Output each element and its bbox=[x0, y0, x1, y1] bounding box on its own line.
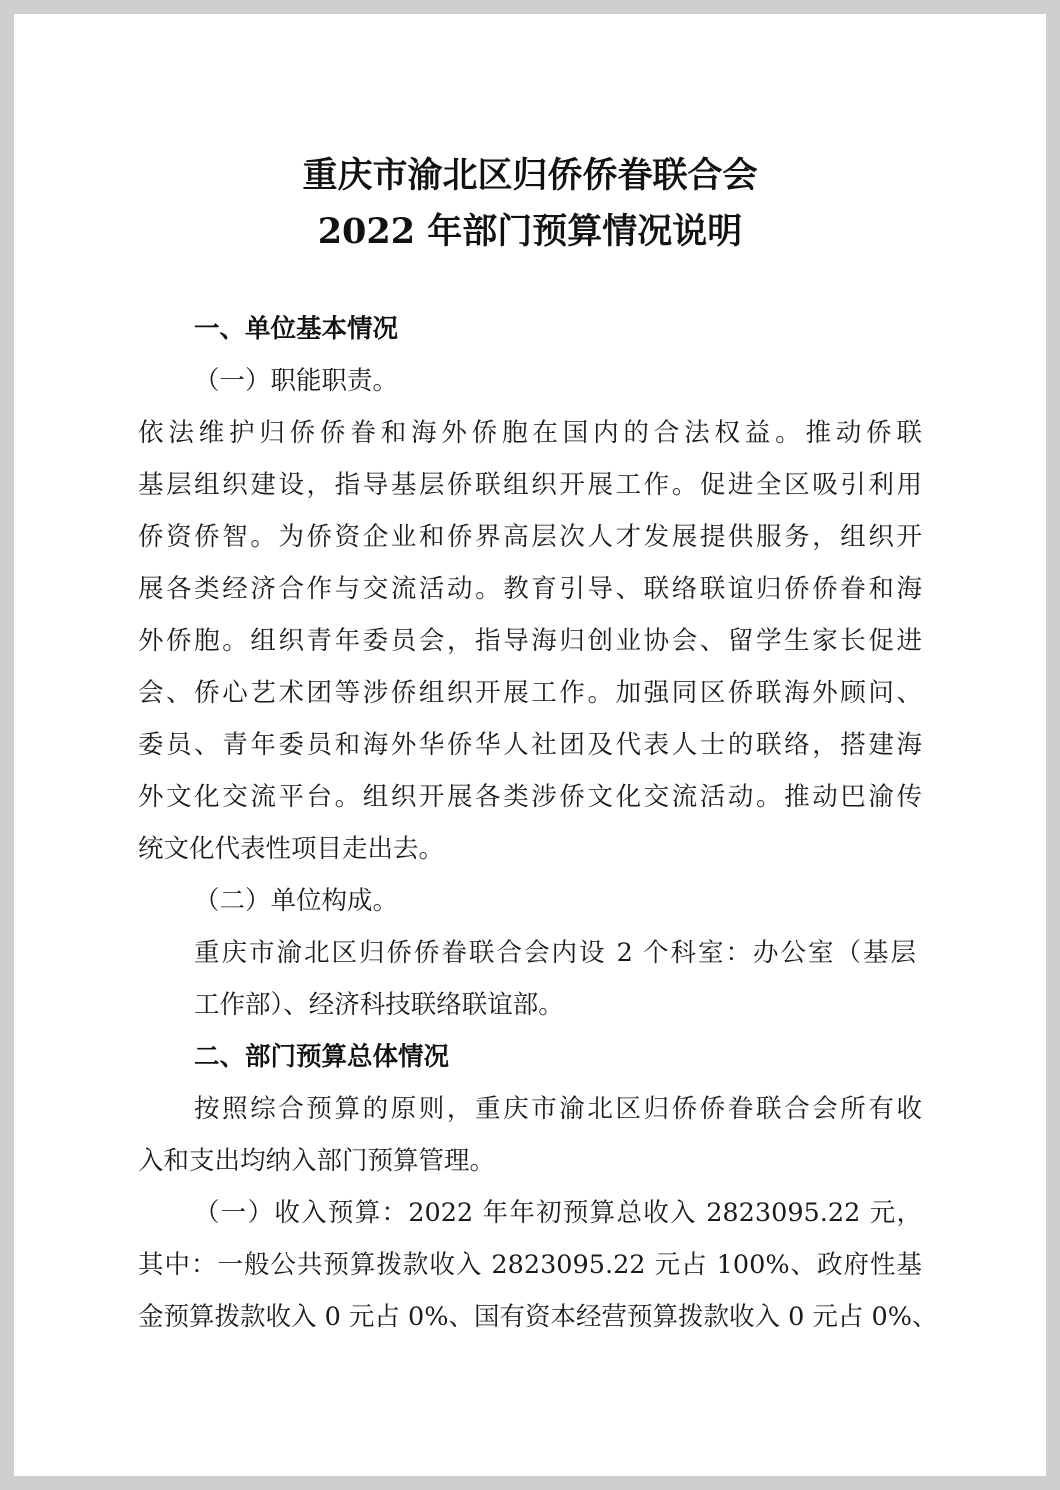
subsection-heading-duties: （一）职能职责。 bbox=[194, 366, 399, 396]
paragraph-line: 委员、青年委员和海外华侨华人社团及代表人士的联络，搭建海 bbox=[138, 730, 922, 760]
paragraph-line: 依法维护归侨侨眷和海外侨胞在国内的合法权益。推动侨联 bbox=[138, 418, 922, 448]
paragraph-line: 工作部）、经济科技联络联谊部。 bbox=[194, 990, 564, 1020]
paragraph-line: 外侨胞。组织青年委员会，指导海归创业协会、留学生家长促进 bbox=[138, 626, 922, 656]
paragraph-line: 金预算拨款收入 0 元占 0%、国有资本经营预算拨款收入 0 元占 0%、 bbox=[138, 1302, 938, 1332]
paragraph-line: 其中：一般公共预算拨款收入 2823095.22 元占 100%、政府性基 bbox=[138, 1250, 922, 1280]
subsection-heading-composition: （二）单位构成。 bbox=[194, 886, 399, 916]
paragraph-line: （一）收入预算：2022 年年初预算总收入 2823095.22 元， bbox=[194, 1198, 922, 1228]
paragraph-line: 统文化代表性项目走出去。 bbox=[138, 834, 445, 864]
paragraph-line: 重庆市渝北区归侨侨眷联合会内设 2 个科室：办公室（基层 bbox=[194, 938, 916, 968]
document-page bbox=[14, 14, 1046, 1476]
paragraph-line: 入和支出均纳入部门预算管理。 bbox=[138, 1146, 496, 1176]
document-subtitle: 2022 年部门预算情况说明 bbox=[317, 211, 743, 252]
paragraph-line: 会、侨心艺术团等涉侨组织开展工作。加强同区侨联海外顾问、 bbox=[138, 678, 922, 708]
paragraph-line: 外文化交流平台。组织开展各类涉侨文化交流活动。推动巴渝传 bbox=[138, 782, 922, 812]
paragraph-line: 按照综合预算的原则，重庆市渝北区归侨侨眷联合会所有收 bbox=[194, 1094, 922, 1124]
paragraph-line: 基层组织建设，指导基层侨联组织开展工作。促进全区吸引利用 bbox=[138, 470, 922, 500]
paragraph-line: 侨资侨智。为侨资企业和侨界高层次人才发展提供服务，组织开 bbox=[138, 522, 922, 552]
section-heading-budget-overview: 二、部门预算总体情况 bbox=[194, 1042, 450, 1072]
paragraph-line: 展各类经济合作与交流活动。教育引导、联络联谊归侨侨眷和海 bbox=[138, 574, 922, 604]
section-heading-basic-info: 一、单位基本情况 bbox=[194, 314, 399, 344]
document-title: 重庆市渝北区归侨侨眷联合会 bbox=[302, 155, 758, 196]
